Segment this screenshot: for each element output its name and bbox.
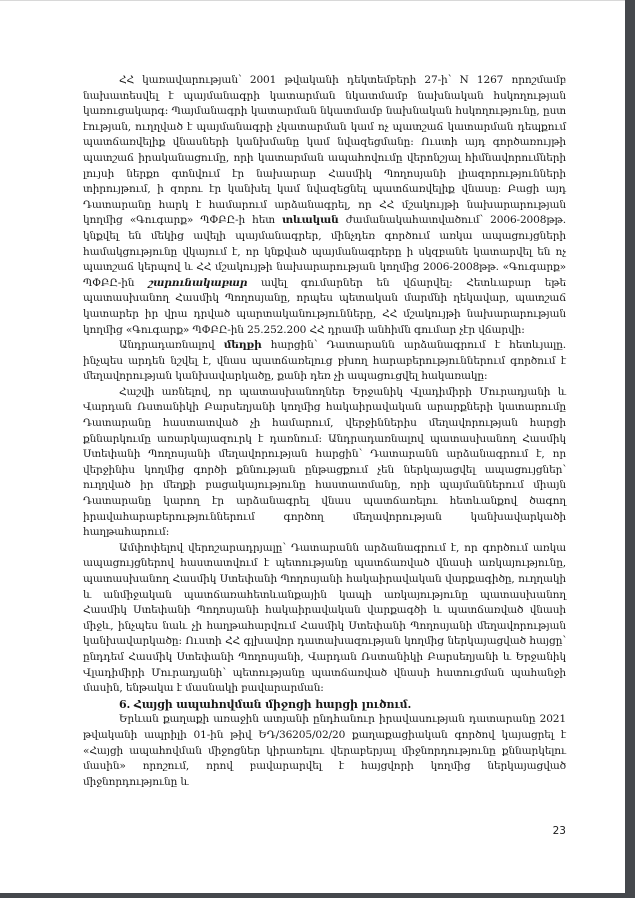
- text-run: ժամանակահատվածում՝ 2006-2008թթ. կնքվել են մեկից ավելի պայմանագրեր, մինչդեռ գործում առկա ապացույցների համակցությունը վկայում է, որ կնքված պայմանագրերը ի սկզբանե կատարվել են ոչ պատշաճ կերպով և ՀՀ մշակույթի նախարարության կողմից 2006-2008թթ. «Գուգարք» ՊՓԲԸ-ին: [83, 214, 566, 289]
- document-body: [83, 73, 566, 790]
- text-run: Ամփոփելով վերոշարադրյալը՝ Դատարանն արձանագրում է, որ գործում առկա ապացույցներով հաստատվում է պետությանը պատճառված վնասի առկայությունը, պատասխանող Հասմիկ Ստեփանի Պողոսյանի հակաիրավական վարքագիծը, ուղղակի և անմիջական պատճառահետևանքային կապի առկայությունը պատասխանող Հասմիկ Ստեփանի Պողոսյանի հակաիրավական վարքագծի և պատճառված վնասի միջև, ինչպես նաև չի հաղթահարվում Հասմիկ Ստեփանի Պողոսյանի մեղավորության կանխավարկածը: Ուստի ՀՀ գլխավոր դատախազության կողմից ներկայացված հայցը՝ ընդդեմ Հասմիկ Ստեփանի Պողոսյանի, Վարդան Ռստանիկի Բարսեղյանի և Երջանիկ Վլադիմիրի Մուրադյանի՝ պետությանը պատճառված վնասի հատուցման պահանջի մասին, ենթակա է մասնակի բավարարման:: [83, 541, 566, 695]
- paragraph-4: [83, 541, 566, 697]
- paragraph-1: [83, 73, 566, 338]
- text-run: ՀՀ կառավարության՝ 2001 թվականի դեկտեմբերի 27-ի՝ N 1267 որոշմամբ նախատեսվել է պայմանագրի կատարման նկատմամբ նախնական հսկողության կառուցակարգ: Պայմանագրի կատարման նկատմամբ նախնական հսկողությունը, ըստ էության, ուղղված է պայմանագրի չկատարման կամ ոչ պատշաճ կատարման դեպքում պատճառվելիք վնասների կանխմանը կամ նվազեցմանը: Ուստի այդ գործառույթի պատշաճ իրականացումը, որի կատարման ապահովումը վերոնշյալ հիմնավորումների լույսի ներքո գտնվում էր նախարար Հասմիկ Պողոսյանի լիազորությունների տիրույթում, ի զորու էր կանխել կամ նվազեցնել պատճառվելիք վնասը: Բացի այդ Դատարանը հարկ է համարում արձանագրել, որ ՀՀ մշակույթի նախարարության կողմից «Գուգարք» ՊՓԲԸ-ի հետ: [83, 74, 566, 227]
- paragraph-3: [83, 385, 566, 541]
- text-run: Անդրադառնալով: [119, 339, 224, 352]
- text-run: Հաշվի առնելով, որ պատասխանողներ Երջանիկ Վլադիմիրի Մուրադյանի և Վարդան Ռստանիկի Բարսեղյանի կողմից հակաիրավական արարքների կատարումը Դատարանը հաստատված չի համարում, վերջիններիս մեղավորության հարցի քննարկումը առարկայազուրկ է դառնում: Անդրադառնալով պատասխանող Հասմիկ Ստեփանի Պողոսյանի մեղավորության հարցին՝ Դատարանն արձանագրում է, որ վերջինիս կողմից գործի քննության ընթացքում չեն ներկայացվել ապացույցներ՝ ուղղված իր մեղքի բացակայությունը հաստատմանը, որի պայմաններում միայն Դատարանը կարող էր արձանագրել վնաս պատճառելու հետևանքով ծագող իրավահարաբերություններում գործող մեղավորության կանխավարկածի հաղթահարում:: [83, 385, 566, 539]
- paragraph-5: Երևան քաղաքի առաջին ատյանի ընդհանուր իրավասության դատարանը 2021 թվականի ապրիլի 01-ին թիվ ԵԴ/36205/02/20 քաղաքացիական գործով կայացրել է «Հայցի ապահովման միջոցներ կիրառելու վերաբերյալ միջնորդությունը քննարկելու մասին» որոշում, որով բավարարվել է հայցվորի կողմից ներկայացված միջնորդությունը և: [83, 713, 566, 788]
- emphasis-bold: մեղքի: [223, 339, 262, 352]
- emphasis-bold: տևական: [282, 214, 339, 227]
- text-run: հարցին՝ Դատարանն արձանագրում է հետևյալը. ինչպես արդեն նշվել է, վնաս պատճառելուց բխող հարաբերություններում գործում է մեղավորության կանխավարկածը, քանի դեռ չի ապացուցվել հակառակը:: [83, 339, 567, 383]
- text-run: ավել գումարներ են վճարվել: Հետևաբար եթե պատասխանող Հասմիկ Պողոսյանը, որպես պետական մարմնի ղեկավար, պատշաճ կատարեր իր վրա դրված պարտականությունները, ՀՀ մշակույթի նախարարության կողմից «Գուգարք» ՊՓԲԸ-ին 25.252.200 ՀՀ դրամի անհիմն գումար չէր վճարվի:: [83, 276, 566, 336]
- section-heading: 6. Հայցի ապահովման միջոցի հարցի լուծում.: [119, 697, 412, 711]
- paragraph-2: [83, 338, 566, 385]
- emphasis-bold-italic: շարունակաբար: [148, 276, 248, 289]
- page-number: 23: [552, 825, 566, 837]
